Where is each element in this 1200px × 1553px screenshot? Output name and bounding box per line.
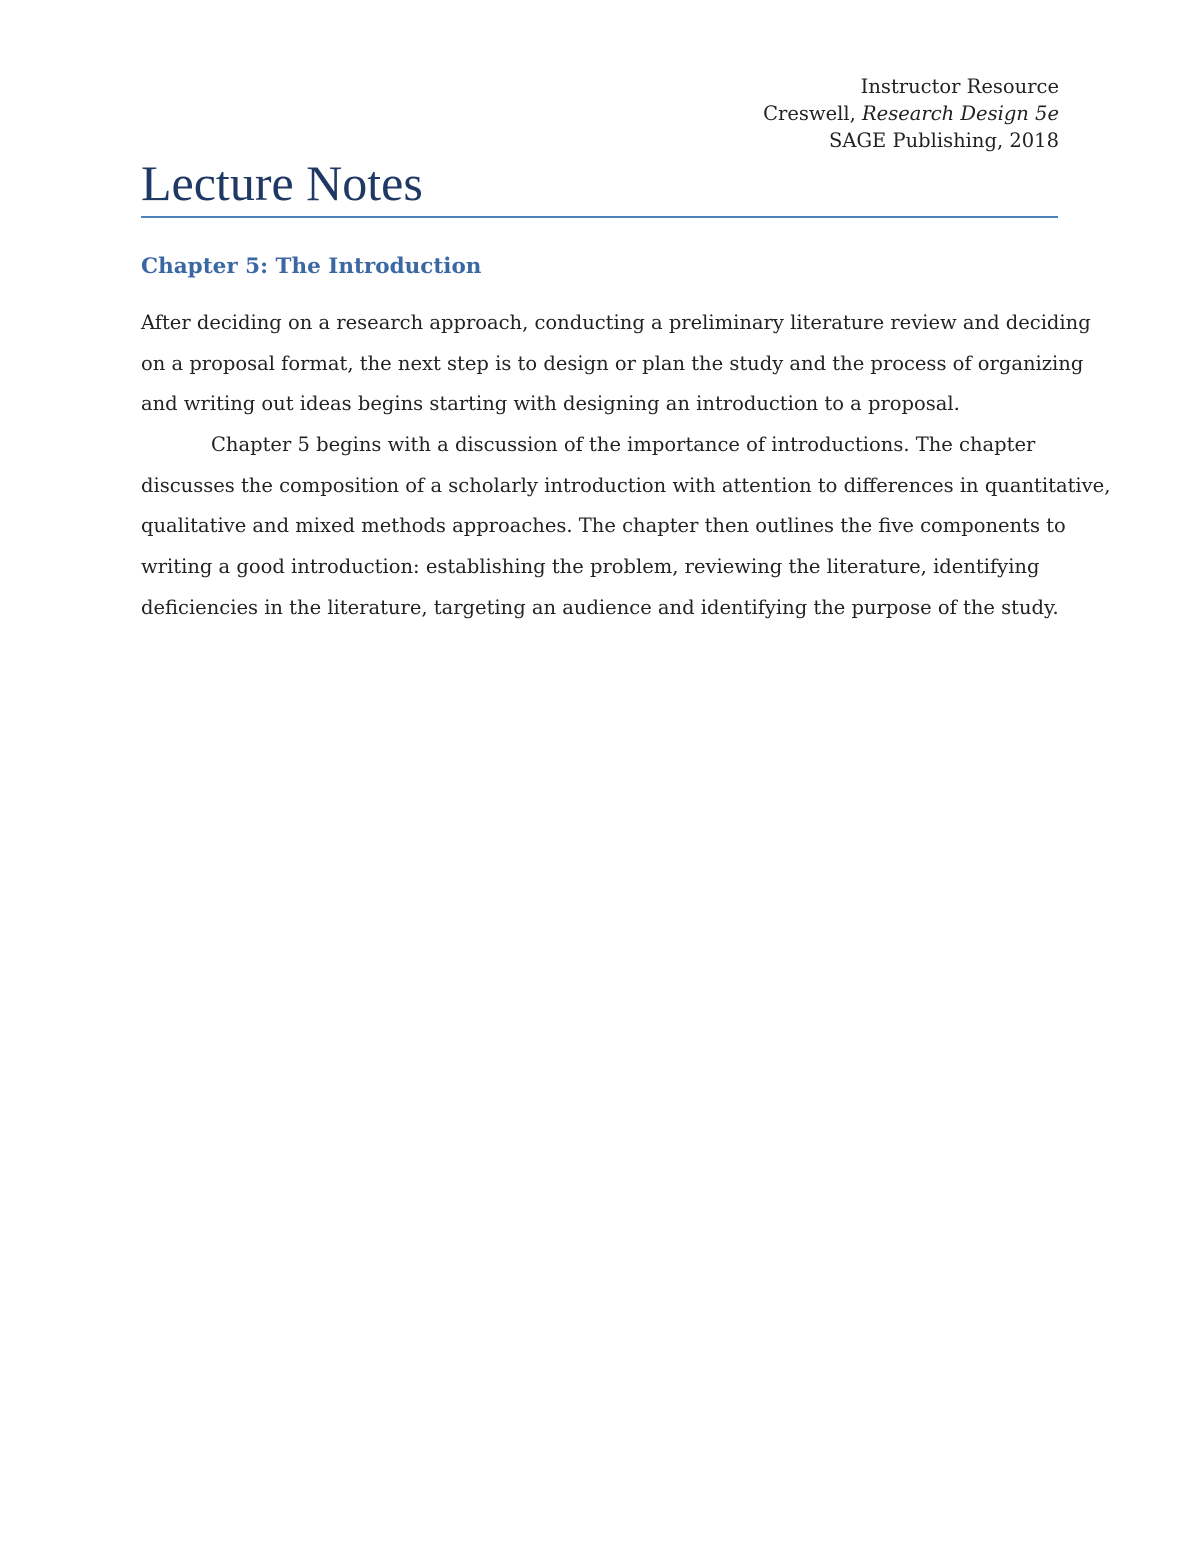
paragraph-line: After deciding on a research approach, conducting a preliminary literature review and deciding — [141, 311, 1091, 334]
paragraph-line: Chapter 5 begins with a discussion of the importance of introductions. The chapter — [211, 433, 1036, 456]
body-paragraph-1 — [141, 303, 1091, 425]
paragraph-line: on a proposal format, the next step is to design or plan the study and the process of organizing — [141, 351, 1084, 375]
paragraph-line: and writing out ideas begins starting with designing an introduction to a proposal. — [141, 392, 960, 416]
paragraph-line: discusses the composition of a scholarly introduction with attention to differences in quantitative, — [141, 473, 1111, 497]
paragraph-line: deficiencies in the literature, targeting an audience and identifying the purpose of the study. — [141, 595, 1059, 619]
title-underline-divider — [141, 216, 1058, 218]
paragraph-line: writing a good introduction: establishing the problem, reviewing the literature, identifying — [141, 555, 1040, 579]
header-author: Creswell, — [763, 102, 862, 125]
header-book-title: Research Design 5e — [862, 102, 1059, 125]
chapter-heading: Chapter 5: The Introduction — [141, 254, 482, 279]
header-publisher: SAGE Publishing, 2018 — [829, 129, 1059, 152]
page-header — [763, 73, 1059, 154]
paragraph-line: qualitative and mixed methods approaches. The chapter then outlines the five components to — [141, 514, 1066, 538]
header-book-citation — [763, 100, 1059, 127]
header-instructor-resource: Instructor Resource — [860, 75, 1059, 98]
body-paragraph-2 — [141, 425, 1111, 629]
page-title: Lecture Notes — [141, 155, 423, 211]
